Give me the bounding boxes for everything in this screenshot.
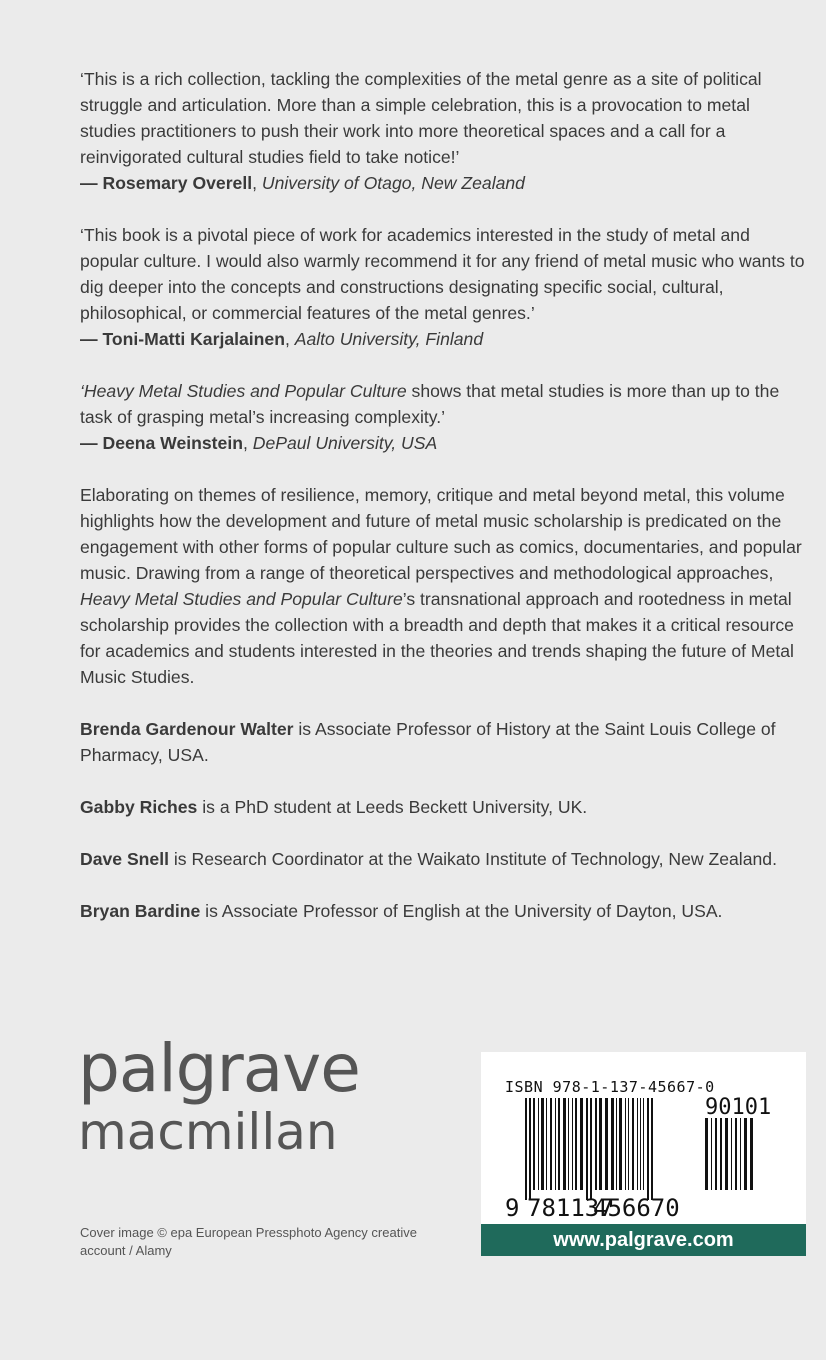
addon-bar <box>715 1118 717 1190</box>
quote-text: ‘This is a rich collection, tackling the complexities of the metal genre as a site of political struggle and articulation. More than a simple celebration, this is a provocation to metal studies practitioners to push their work into more theoretical spaces and a call for a reinvigorated cultural studies field to take notice!’ <box>80 69 762 167</box>
barcode-bar <box>580 1098 583 1190</box>
barcode-bar <box>611 1098 614 1190</box>
quote-attribution: — Deena Weinstein, DePaul University, USA <box>80 433 438 453</box>
quote-text: ‘This book is a pivotal piece of work for academics interested in the study of metal and popular culture. I would also warmly recommend it for any friend of metal music who wants to dig deeper into the concepts and constructions designating specific social, cultural, philosophical, or commercial features of the metal genres.’ <box>80 225 805 323</box>
barcode-bar <box>616 1098 617 1190</box>
logo-line-1: palgrave <box>78 1030 360 1107</box>
isbn-label: ISBN 978-1-137-45667-0 <box>505 1078 715 1096</box>
barcode-bar <box>546 1098 547 1190</box>
addon-bar <box>735 1118 737 1190</box>
barcode-bar <box>541 1098 544 1190</box>
back-cover-text <box>80 66 810 950</box>
barcode-bar <box>625 1098 626 1190</box>
reviewer-affiliation: University of Otago, New Zealand <box>261 173 525 193</box>
barcode-bar <box>572 1098 573 1190</box>
barcode-bar <box>575 1098 577 1190</box>
cover-image-credit: Cover image © epa European Pressphoto Agency creative account / Alamy <box>80 1225 417 1258</box>
reviewer-name: Toni-Matti Karjalainen <box>102 329 285 349</box>
barcode-guard-bar <box>590 1098 592 1200</box>
book-title: Heavy Metal Studies and Popular Culture <box>80 589 403 609</box>
addon-bar <box>711 1118 712 1190</box>
editor-bio: Bryan Bardine is Associate Professor of English at the University of Dayton, USA. <box>80 901 723 921</box>
barcode-bar <box>563 1098 566 1190</box>
barcode-bar <box>533 1098 535 1190</box>
reviewer-name: Rosemary Overell <box>102 173 253 193</box>
editor-name: Brenda Gardenour Walter <box>80 719 294 739</box>
barcode-bar <box>558 1098 560 1190</box>
barcode-group-1: 781137 <box>527 1194 614 1222</box>
barcode-bar <box>619 1098 622 1190</box>
addon-bar <box>750 1118 753 1190</box>
review-quote <box>80 378 810 456</box>
reviewer-affiliation: Aalto University, Finland <box>294 329 484 349</box>
isbn-barcode <box>481 1052 806 1256</box>
barcode-bar <box>538 1098 539 1190</box>
barcode-bar <box>599 1098 602 1190</box>
barcode-bar <box>643 1098 644 1190</box>
quote-text: ‘Heavy Metal Studies and Popular Culture shows that metal studies is more than up to the task of grasping metal’s increasing complexity.’ <box>80 381 780 427</box>
review-quote <box>80 222 810 352</box>
review-quote <box>80 66 810 196</box>
barcode-guard-bar <box>525 1098 527 1200</box>
barcode-addon-digits: 90101 <box>705 1095 772 1120</box>
editor-name: Bryan Bardine <box>80 901 201 921</box>
barcode-bar <box>632 1098 634 1190</box>
barcode-bar <box>637 1098 638 1190</box>
reviewer-affiliation: DePaul University, USA <box>252 433 438 453</box>
book-title: ‘Heavy Metal Studies and Popular Culture <box>80 381 407 401</box>
addon-bar <box>720 1118 722 1190</box>
barcode-bar <box>550 1098 552 1190</box>
editor-bio: Brenda Gardenour Walter is Associate Professor of History at the Saint Louis College of Pharmacy, USA. <box>80 719 776 765</box>
logo-line-2: macmillan <box>78 1103 338 1161</box>
editor-name: Dave Snell <box>80 849 169 869</box>
barcode-group-2: 456670 <box>593 1194 680 1222</box>
barcode-bar <box>640 1098 641 1190</box>
addon-bar <box>705 1118 708 1190</box>
barcode-bar <box>595 1098 597 1190</box>
barcode-bar <box>555 1098 556 1190</box>
addon-bar <box>740 1118 741 1190</box>
barcode-graphic <box>481 1052 806 1224</box>
barcode-bar <box>628 1098 629 1190</box>
quote-attribution: — Rosemary Overell, University of Otago, New Zealand <box>80 173 525 193</box>
barcode-guard-bar <box>529 1098 531 1200</box>
reviewer-name: Deena Weinstein <box>102 433 243 453</box>
quote-attribution: — Toni-Matti Karjalainen, Aalto University, Finland <box>80 329 484 349</box>
publisher-website[interactable]: www.palgrave.com <box>481 1224 806 1256</box>
editor-name: Gabby Riches <box>80 797 198 817</box>
editor-bio: Dave Snell is Research Coordinator at the Waikato Institute of Technology, New Zealand. <box>80 849 777 869</box>
barcode-guard-bar <box>651 1098 653 1200</box>
addon-bar <box>725 1118 728 1190</box>
publisher-logo <box>78 1030 360 1162</box>
barcode-guard-bar <box>586 1098 588 1200</box>
addon-bar <box>731 1118 732 1190</box>
addon-barcode-bars <box>705 1118 753 1190</box>
barcode-first-digit: 9 <box>505 1194 520 1222</box>
book-description: Elaborating on themes of resilience, memory, critique and metal beyond metal, this volume highlights how the development and future of metal music scholarship is predicated on the engagement with other forms of popular culture such as comics, documentaries, and popular music. Drawing from a range of theoretical perspectives and methodological approaches, Heavy Metal Studies and Popular Culture’s transnational approach and rootedness in metal scholarship provides the collection with a breadth and depth that makes it a critical resource for academics and students interested in the theories and trends shaping the future of Metal Music Studies. <box>80 485 802 687</box>
barcode-bar <box>605 1098 608 1190</box>
barcode-bar <box>568 1098 569 1190</box>
editor-bio: Gabby Riches is a PhD student at Leeds Beckett University, UK. <box>80 797 588 817</box>
addon-bar <box>744 1118 747 1190</box>
barcode-guard-bar <box>647 1098 649 1200</box>
main-barcode-bars <box>525 1098 653 1200</box>
